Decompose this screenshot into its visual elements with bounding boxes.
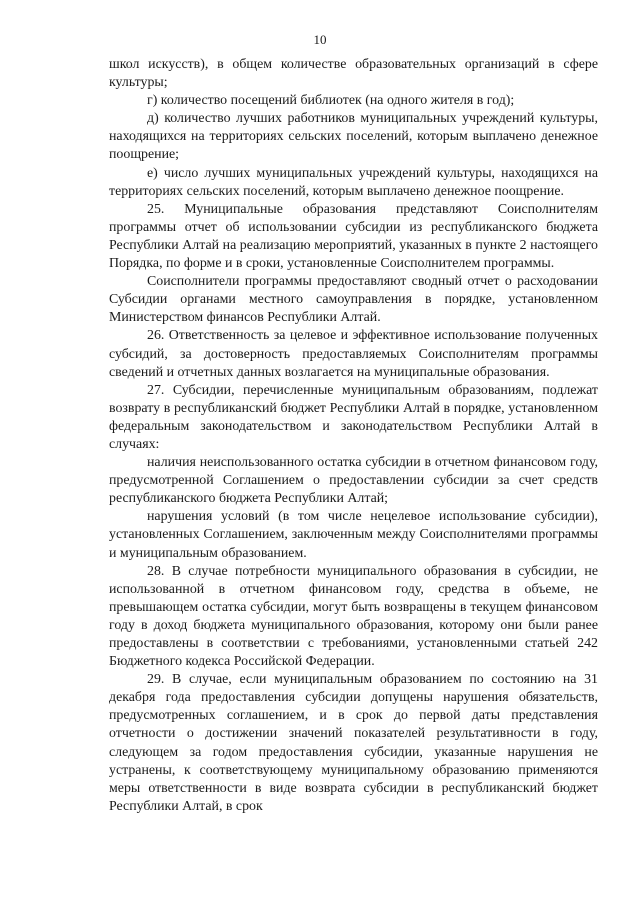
paragraph-item-26: 26. Ответственность за целевое и эффективное использование полученных субсидий, за достоверность предоставляемых Соисполнителям программы сведений и отчетных данных возлагается на муниципальные образования. <box>109 328 598 380</box>
paragraph-unused-balance: наличия неиспользованного остатка субсидии в отчетном финансовом году, предусмотренной Соглашением о предоставлении субсидии за счет средств республиканского бюджета Республики Алтай; <box>109 455 598 507</box>
paragraph-item-28: 28. В случае потребности муниципального образования в субсидии, не использованной в отчетном финансовом году, средства в объеме, не превышающем остатка субсидии, могут быть возвращены в текущем финансовом году в доход бюджета муниципального образования, которому они были ранее предоставлены в соответствии с требованиями, установленными статьей 242 Бюджетного кодекса Российской Федерации. <box>109 563 598 670</box>
paragraph-conditions-violation: нарушения условий (в том числе нецелевое использование субсидии), установленных Соглашением, заключенным между Соисполнителями программы и муниципальным образованием. <box>109 509 598 561</box>
paragraph-library-visits: г) количество посещений библиотек (на одного жителя в год); <box>147 93 515 109</box>
document-body <box>109 56 598 816</box>
paragraph-item-27: 27. Субсидии, перечисленные муниципальным образованиям, подлежат возврату в республиканский бюджет Республики Алтай в порядке, установленном федеральным законодательством и законодательством Республики Алтай в случаях: <box>109 382 598 452</box>
page-number: 10 <box>313 32 327 47</box>
paragraph-summary-report: Соисполнители программы предоставляют сводный отчет о расходовании Субсидии органами местного самоуправления в порядке, установленном Министерством финансов Республики Алтай. <box>109 274 598 326</box>
paragraph-best-institutions: е) число лучших муниципальных учреждений культуры, находящихся на территориях сельских поселений, которым выплачено денежное поощрение. <box>109 165 598 199</box>
paragraph-best-workers: д) количество лучших работников муниципальных учреждений культуры, находящихся на территориях сельских поселений, которым выплачено денежное поощрение; <box>109 111 598 163</box>
paragraph-item-29: 29. В случае, если муниципальным образованием по состоянию на 31 декабря года предоставления субсидии допущены нарушения обязательств, предусмотренных соглашением, и в срок до первой даты представления отчетности о достижении значений показателей результативности в году, следующем за годом предоставления субсидии, указанные нарушения не устранены, к соответствующему муниципальному образованию применяются меры ответственности в виде возврата субсидии в республиканский бюджет Республики Алтай, в срок <box>109 672 598 814</box>
paragraph-school-share-continued: школ искусств), в общем количестве образовательных организаций в сфере культуры; <box>109 57 598 91</box>
paragraph-item-25: 25. Муниципальные образования представляют Соисполнителям программы отчет об использовании субсидии из республиканского бюджета Республики Алтай на реализацию мероприятий, указанных в пункте 2 настоящего Порядка, по форме и в сроки, установленные Соисполнителем программы. <box>109 201 598 272</box>
